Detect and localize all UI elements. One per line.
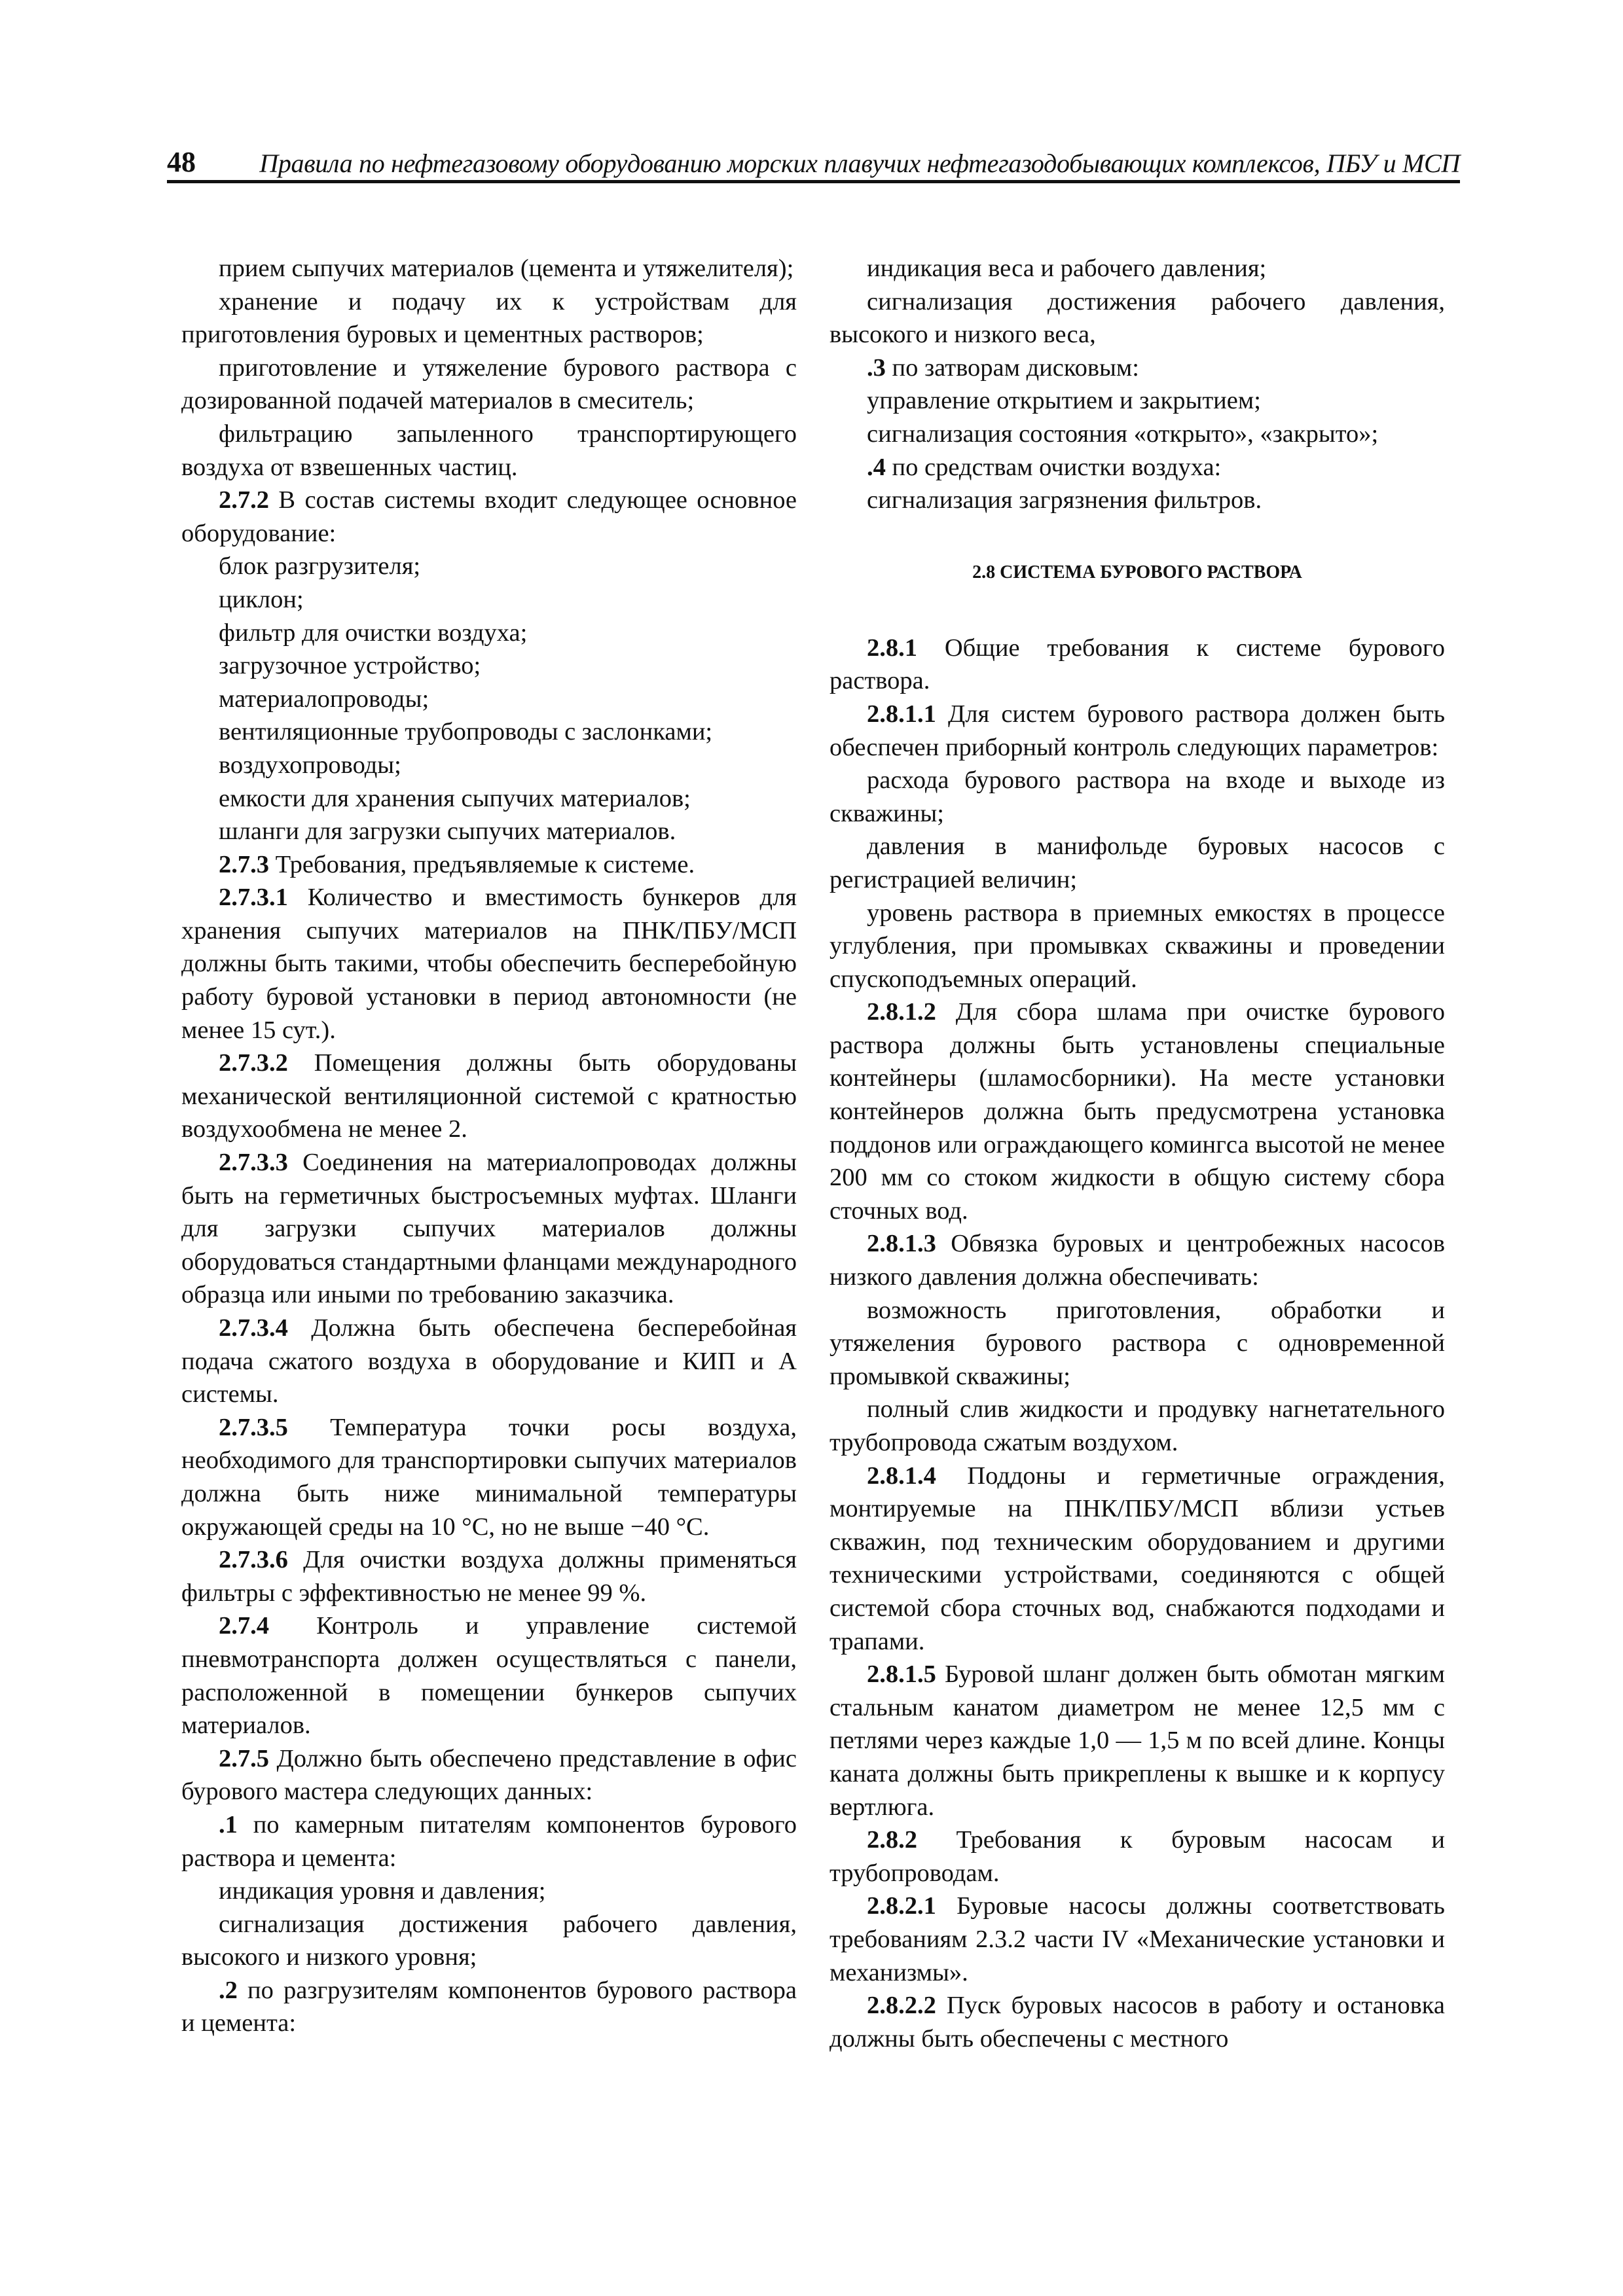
clause-number: 2.8.2.2	[867, 1992, 936, 2020]
paragraph-text: материалопроводы;	[219, 685, 429, 713]
paragraph-text: Буровые насосы должны соответствовать требованиям 2.3.2 части IV «Механические установки и механизмы».	[830, 1892, 1445, 1986]
paragraph-text: сигнализация достижения рабочего давления, высокого и низкого веса,	[830, 287, 1445, 349]
paragraph	[181, 583, 797, 617]
paragraph	[181, 649, 797, 683]
paragraph	[830, 897, 1445, 996]
paragraph	[181, 1974, 797, 2040]
paragraph	[830, 632, 1445, 698]
paragraph-text: расхода бурового раствора на входе и выходе из скважины;	[830, 766, 1445, 827]
paragraph-text: Контроль и управление системой пневмотранспорта должен осуществляться с панели, расположенной в помещении бункеров сыпучих материалов.	[181, 1612, 797, 1740]
paragraph-text: по средствам очистки воздуха:	[892, 453, 1222, 481]
paragraph-text: Температура точки росы воздуха, необходимого для транспортировки сыпучих материалов должна быть ниже минимальной температуры окружающей среды на 10 °С, но не выше −40 °С.	[181, 1413, 797, 1541]
paragraph-text: емкости для хранения сыпучих материалов;	[219, 784, 691, 812]
paragraph	[181, 617, 797, 650]
paragraph	[830, 764, 1445, 830]
paragraph-text: приготовление и утяжеление бурового раствора с дозированной подачей материалов в смеситель;	[181, 353, 797, 415]
paragraph-text: сигнализация состояния «открыто», «закрыто»;	[867, 420, 1379, 448]
left-column	[181, 252, 797, 2040]
paragraph-text: сигнализация достижения рабочего давления, высокого и низкого уровня;	[181, 1910, 797, 1971]
paragraph-text: Требования к буровым насосам и трубопроводам.	[830, 1826, 1445, 1887]
running-title: Правила по нефтегазовому оборудованию морских плавучих нефтегазодобывающих комплексов, ПБУ и МСП	[259, 149, 1460, 178]
paragraph-text: Для систем бурового раствора должен быть обеспечен приборный контроль следующих параметров:	[830, 700, 1445, 761]
paragraph	[181, 1146, 797, 1312]
paragraph-text: по затворам дисковым:	[892, 353, 1139, 382]
clause-number: 2.7.3.6	[219, 1546, 288, 1574]
paragraph-text: Для сбора шлама при очистке бурового раствора должны быть установлены специальные контейнеры (шламосборники). На месте установки контейнеров должна быть предусмотрена установка поддонов или ограждающего комингса высотой не менее 200 мм со стоком жидкости в общую систему сбора сточных вод.	[830, 998, 1445, 1225]
clause-number: 2.8.2.1	[867, 1892, 936, 1920]
paragraph-text: Количество и вместимость бункеров для хранения сыпучих материалов на ПНК/ПБУ/МСП должны быть такими, чтобы обеспечить бесперебойную работу буровой установки в период автономности (не менее 15 сут.).	[181, 884, 797, 1044]
paragraph-text: полный слив жидкости и продувку нагнетательного трубопровода сжатым воздухом.	[830, 1395, 1445, 1456]
paragraph-text: по разгрузителям компонентов бурового раствора и цемента:	[181, 1976, 797, 2037]
clause-number: 2.7.3.3	[219, 1149, 288, 1177]
section-title: 2.8 СИСТЕМА БУРОВОГО РАСТВОРА	[972, 562, 1302, 583]
paragraph	[181, 484, 797, 550]
paragraph-text: загрузочное устройство;	[219, 652, 481, 680]
clause-number: 2.8.1.5	[867, 1660, 936, 1689]
paragraph	[181, 1312, 797, 1411]
paragraph-text: прием сыпучих материалов (цемента и утяжелителя);	[219, 255, 794, 282]
paragraph	[830, 1658, 1445, 1823]
paragraph	[181, 1047, 797, 1146]
paragraph	[181, 749, 797, 782]
paragraph	[181, 1609, 797, 1742]
paragraph-text: циклон;	[219, 585, 304, 613]
clause-number: 2.8.1	[867, 634, 917, 662]
paragraph-text: Общие требования к системе бурового раствора.	[830, 634, 1445, 695]
paragraph	[830, 1823, 1445, 1890]
paragraph	[181, 881, 797, 1047]
paragraph-text: Обвязка буровых и центробежных насосов низкого давления должна обеспечивать:	[830, 1230, 1446, 1291]
paragraph-text: блок разгрузителя;	[219, 552, 421, 581]
clause-number: 2.7.2	[219, 486, 269, 514]
paragraph	[181, 1411, 797, 1543]
paragraph	[830, 418, 1445, 451]
paragraph-text: индикация веса и рабочего давления;	[867, 255, 1267, 282]
paragraph	[830, 698, 1445, 764]
paragraph-text: Должно быть обеспечено представление в офис бурового мастера следующих данных:	[181, 1744, 797, 1806]
paragraph-text: В состав системы входит следующее основное оборудование:	[181, 486, 797, 547]
right-column	[830, 252, 1445, 2055]
clause-number: 2.7.3	[219, 850, 269, 878]
paragraph	[181, 815, 797, 848]
paragraph	[830, 996, 1445, 1227]
paragraph	[830, 252, 1445, 285]
paragraph	[181, 418, 797, 484]
paragraph	[830, 1890, 1445, 1989]
clause-number: 2.7.4	[219, 1612, 269, 1640]
paragraph	[181, 1808, 797, 1874]
paragraph-text: Поддоны и герметичные ограждения, монтируемые на ПНК/ПБУ/МСП вблизи устьев скважин, под техническим оборудованием и другими техническими устройствами, соединяются с общей системой сбора сточных вод, снабжаются подходами и трапами.	[830, 1462, 1446, 1655]
paragraph-text: Для очистки воздуха должны применяться фильтры с эффективностью не менее 99 %.	[181, 1546, 797, 1607]
paragraph	[181, 683, 797, 716]
header-rule	[167, 180, 1460, 183]
clause-number: 2.8.1.2	[867, 998, 936, 1026]
paragraph	[830, 830, 1445, 896]
paragraph	[181, 285, 797, 351]
paragraph	[181, 1742, 797, 1808]
paragraph-text: фильтрацию запыленного транспортирующего воздуха от взвешенных частиц.	[181, 420, 797, 481]
paragraph-text: управление открытием и закрытием;	[867, 387, 1261, 415]
paragraph	[181, 252, 797, 285]
paragraph	[181, 1543, 797, 1609]
paragraph-text: воздухопроводы;	[219, 751, 401, 779]
paragraph	[830, 285, 1445, 351]
paragraph-text: Соединения на материалопроводах должны быть на герметичных быстросъемных муфтах. Шланги для загрузки сыпучих материалов должны оборудоваться стандартными фланцами международного образца или иными по требованию заказчика.	[181, 1149, 797, 1309]
paragraph-text: уровень раствора в приемных емкостях в процессе углубления, при промывках скважины и проведении спускоподъемных операций.	[830, 899, 1445, 993]
paragraph	[830, 1393, 1445, 1459]
paragraph	[830, 451, 1445, 484]
paragraph-text: по камерным питателям компонентов бурового раствора и цемента:	[181, 1810, 797, 1872]
paragraph	[830, 1294, 1445, 1393]
paragraph-text: фильтр для очистки воздуха;	[219, 619, 528, 647]
paragraph	[181, 351, 797, 418]
clause-number: 2.8.1.4	[867, 1462, 936, 1490]
paragraph	[830, 1989, 1445, 2055]
paragraph-text: давления в манифольде буровых насосов с регистрацией величин;	[830, 833, 1445, 893]
paragraph-text: Должна быть обеспечена бесперебойная подача сжатого воздуха в оборудование и КИП и А системы.	[181, 1314, 797, 1408]
clause-number: 2.8.1.3	[867, 1230, 936, 1258]
clause-number: 2.7.3.1	[219, 884, 288, 912]
clause-number: 2.7.3.2	[219, 1049, 288, 1077]
clause-number: 2.8.1.1	[867, 700, 936, 728]
paragraph	[830, 351, 1445, 385]
paragraph	[830, 1460, 1445, 1659]
paragraph	[830, 384, 1445, 418]
paragraph-text: индикация уровня и давления;	[219, 1877, 546, 1905]
clause-number: .4	[867, 453, 886, 481]
paragraph-text: шланги для загрузки сыпучих материалов.	[219, 817, 676, 846]
paragraph	[181, 782, 797, 816]
paragraph-text: хранение и подачу их к устройствам для приготовления буровых и цементных растворов;	[181, 287, 797, 349]
paragraph-text: Помещения должны быть оборудованы механической вентиляционной системой с кратностью воздухообмена не менее 2.	[181, 1049, 797, 1143]
paragraph-text: Пуск буровых насосов в работу и остановка должны быть обеспечены с местного	[830, 1992, 1445, 2053]
paragraph-text: Буровой шланг должен быть обмотан мягким стальным канатом диаметром не менее 12,5 мм с петлями через каждые 1,0 — 1,5 м по всей длине. Концы каната должны быть прикреплены к вышке и к корпусу вертлюга.	[830, 1660, 1446, 1821]
clause-number: 2.7.3.4	[219, 1314, 288, 1342]
clause-number: .1	[219, 1810, 238, 1839]
paragraph-text: вентиляционные трубопроводы с заслонками;	[219, 718, 713, 746]
clause-number: 2.7.5	[219, 1744, 269, 1772]
clause-number: .2	[219, 1976, 238, 2004]
paragraph	[830, 484, 1445, 517]
paragraph	[181, 848, 797, 882]
clause-number: 2.7.3.5	[219, 1413, 288, 1441]
paragraph	[181, 1874, 797, 1908]
paragraph	[181, 550, 797, 583]
clause-number: .3	[867, 353, 886, 382]
paragraph-text: возможность приготовления, обработки и утяжеления бурового раствора с одновременной промывкой скважины;	[830, 1296, 1445, 1390]
page-header	[167, 145, 1460, 185]
paragraph-text: Требования, предъявляемые к системе.	[275, 850, 695, 878]
paragraph	[830, 1227, 1445, 1293]
clause-number: 2.8.2	[867, 1826, 917, 1854]
page-number: 48	[167, 146, 196, 178]
paragraph-text: сигнализация загрязнения фильтров.	[867, 486, 1262, 514]
paragraph	[181, 1908, 797, 1974]
paragraph	[181, 715, 797, 749]
